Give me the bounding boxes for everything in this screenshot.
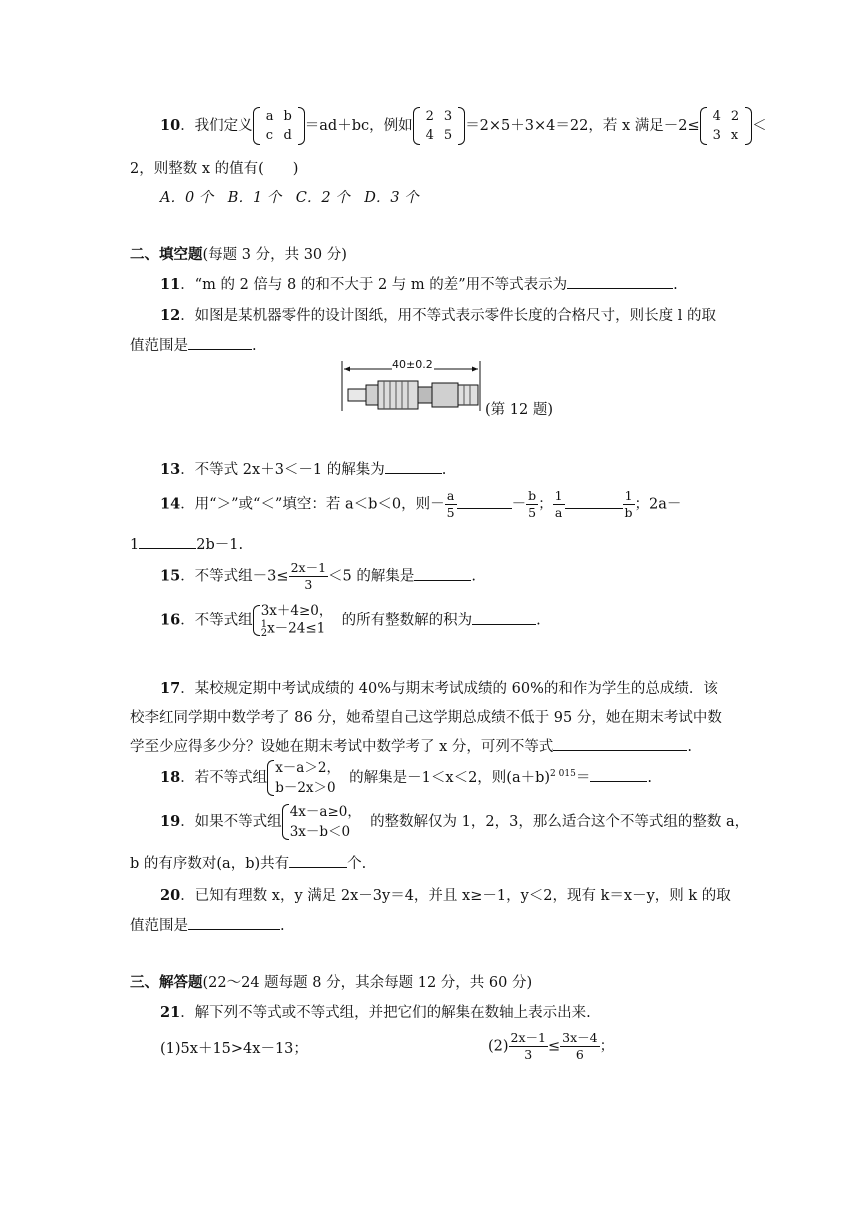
answer-blank[interactable] xyxy=(289,853,347,868)
q17-number: 17 xyxy=(160,680,181,697)
answer-blank[interactable] xyxy=(457,494,512,509)
matrix-cell: 5 xyxy=(443,128,453,143)
numerator: 1 xyxy=(554,488,563,503)
q15-text2: ＜5 的解集是 xyxy=(328,568,415,585)
answer-blank[interactable] xyxy=(414,566,471,581)
fraction xyxy=(509,1030,548,1063)
q20-number: 20 xyxy=(160,887,181,904)
q19-line2-text: b 的有序数对(a，b)共有 xyxy=(130,856,290,872)
matrix-cell: 2 xyxy=(730,109,740,124)
q14-number: 14 xyxy=(160,495,181,513)
fraction xyxy=(560,1030,599,1063)
q13-number: 13 xyxy=(160,461,181,478)
q19-end: 个. xyxy=(347,856,367,872)
matrix-cell: 3 xyxy=(712,128,721,143)
q17-line1 xyxy=(160,677,718,698)
answer-blank[interactable] xyxy=(565,494,623,509)
q15-end: . xyxy=(471,568,476,585)
q14-sep: ；2a－ xyxy=(634,496,682,513)
q14-line2-end: 2b－1. xyxy=(196,537,244,553)
condition-matrix xyxy=(700,107,753,145)
q14-text: ．用“＞”或“＜”填空：若 a＜b＜0，则－ xyxy=(180,496,445,513)
denominator: 5 xyxy=(446,505,455,520)
matrix-cell: d xyxy=(283,128,292,143)
matrix-cell: 2 xyxy=(425,109,434,124)
q16-number: 16 xyxy=(160,611,181,629)
q20-line2 xyxy=(130,914,285,935)
part-label: (2) xyxy=(488,1038,509,1055)
denominator: 3 xyxy=(304,577,313,592)
q13-text: ．不等式 2x＋3＜－1 的解集为 xyxy=(180,462,385,478)
denominator: 3 xyxy=(524,1047,533,1062)
q18-end: . xyxy=(647,770,652,786)
q21-part1: (1)5x＋15>4x－13； xyxy=(160,1041,308,1057)
system-row-text: x－24≤1 xyxy=(267,620,326,637)
numerator: 3x－4 xyxy=(562,1030,598,1045)
q20-text: ．已知有理数 x，y 满足 2x－3y＝4，并且 x≥－1，y＜2，现有 k＝x－y，则 k 的取 xyxy=(180,888,731,904)
q12-line1 xyxy=(160,304,716,325)
q13 xyxy=(160,458,446,479)
inequality-system xyxy=(267,758,340,798)
q15 xyxy=(160,560,476,593)
denominator: 5 xyxy=(528,505,537,520)
q20-end: . xyxy=(280,918,285,934)
q14-line2 xyxy=(130,533,243,554)
answer-blank[interactable] xyxy=(139,534,196,549)
answer-blank[interactable] xyxy=(188,915,280,930)
q19-line1 xyxy=(160,802,749,842)
fraction xyxy=(445,488,457,521)
q10-text: ＝2×5＋3×4＝22，若 x 满足－2≤ xyxy=(465,118,700,134)
q19-text: ．如果不等式组 xyxy=(180,814,282,830)
q12-number: 12 xyxy=(160,307,181,324)
system-row: b－2x＞0 xyxy=(275,780,336,796)
fraction xyxy=(289,560,328,593)
fraction xyxy=(623,488,635,521)
denominator: a xyxy=(554,505,563,520)
answer-blank[interactable] xyxy=(590,767,647,782)
numerator: 1 xyxy=(260,619,268,630)
def-matrix xyxy=(253,107,305,145)
denominator: 2 xyxy=(260,628,268,639)
figure-caption: (第 12 题) xyxy=(485,402,553,418)
q14-mid: － xyxy=(511,496,527,513)
matrix-cell: b xyxy=(283,109,292,124)
numerator: 1 xyxy=(623,488,635,505)
q11-end: . xyxy=(673,277,678,293)
q11-text: ．“m 的 2 倍与 8 的和不大于 2 与 m 的差”用不等式表示为 xyxy=(180,277,568,293)
section-note: (22～24 题每题 8 分，其余每题 12 分，共 60 分) xyxy=(202,975,533,991)
fraction xyxy=(553,488,565,521)
q10-options: A．0 个 B．1 个 C．2 个 D．3 个 xyxy=(160,190,419,206)
q17-text3: 学至少应得多少分？设她在期末考试中数学考了 x 分，可列不等式 xyxy=(130,739,554,755)
q10-line2: 2，则整数 x 的值有( ) xyxy=(130,161,299,177)
q10-text: ．我们定义 xyxy=(180,118,253,134)
q13-end: . xyxy=(441,462,447,478)
q14-line2-start: 1 xyxy=(130,537,140,553)
q10-text: ＝ad＋bc，例如 xyxy=(304,118,413,134)
q21 xyxy=(160,1001,591,1022)
answer-blank[interactable] xyxy=(553,736,687,751)
q12-line2-text: 值范围是 xyxy=(130,338,188,354)
answer-blank[interactable] xyxy=(567,274,673,289)
denominator: b xyxy=(624,505,633,520)
system-row: x－a＞2， xyxy=(275,760,340,776)
q12-text: ．如图是某机器零件的设计图纸，用不等式表示零件长度的合格尺寸，则长度 l 的取 xyxy=(180,308,717,324)
q20-line1 xyxy=(160,884,731,905)
q16-end: . xyxy=(536,612,541,629)
q18-text: ．若不等式组 xyxy=(180,770,268,786)
q16 xyxy=(160,603,541,638)
q21-number: 21 xyxy=(160,1004,181,1021)
inequality-system xyxy=(253,603,333,638)
inequality-system xyxy=(282,802,361,842)
q17-end: . xyxy=(687,739,693,755)
relation: ≤ xyxy=(548,1038,561,1055)
q19-line2 xyxy=(130,852,366,873)
matrix-cell: 4 xyxy=(712,109,721,124)
system-row: 3x＋4≥0， xyxy=(260,603,333,619)
numerator: b xyxy=(528,488,537,503)
dimension-label: 40±0.2 xyxy=(392,358,433,371)
q10-text: ＜ xyxy=(752,118,767,134)
matrix-cell: 4 xyxy=(425,128,434,143)
section-note: (每题 3 分，共 30 分) xyxy=(202,247,347,263)
matrix-cell: c xyxy=(265,128,273,143)
q19-text2: 的整数解仅为 1，2，3，那么适合这个不等式组的整数 a， xyxy=(370,814,750,830)
q12-end: . xyxy=(252,338,257,354)
matrix-cell: x xyxy=(730,128,739,143)
q15-number: 15 xyxy=(160,567,181,585)
q17-line2: 校李红同学期中数学考了 86 分，她希望自己这学期总成绩不低于 95 分，她在期末考试中数 xyxy=(130,710,722,726)
answer-blank[interactable] xyxy=(472,610,536,625)
q11-number: 11 xyxy=(160,276,181,293)
section2-heading xyxy=(130,243,347,264)
example-matrix xyxy=(413,107,466,145)
system-row: 3x－b＜0 xyxy=(289,824,351,840)
q16-text: ．不等式组 xyxy=(180,612,253,629)
fraction xyxy=(526,488,538,521)
q15-text: ．不等式组－3≤ xyxy=(180,568,289,585)
section-title: 二、填空题 xyxy=(130,246,203,263)
q18 xyxy=(160,758,652,798)
q17-line3 xyxy=(130,735,692,756)
q18-text3: ＝ xyxy=(575,770,591,786)
answer-blank[interactable] xyxy=(385,459,442,474)
numerator: 2x－1 xyxy=(510,1030,547,1045)
q18-number: 18 xyxy=(160,769,181,786)
q11 xyxy=(160,273,678,294)
q21-text: ．解下列不等式或不等式组，并把它们的解集在数轴上表示出来. xyxy=(180,1005,591,1021)
part-drawing-figure xyxy=(340,355,485,413)
system-row xyxy=(261,620,333,638)
exponent: 2 015 xyxy=(550,769,576,780)
q20-line2-text: 值范围是 xyxy=(130,918,188,934)
answer-blank[interactable] xyxy=(188,335,252,350)
part-end: ； xyxy=(599,1038,615,1055)
section-title: 三、解答题 xyxy=(130,974,203,991)
q18-text2: 的解集是－1＜x＜2，则(a＋b) xyxy=(349,770,551,786)
q21-part2 xyxy=(488,1030,614,1063)
q14-sep: ； xyxy=(538,496,553,513)
system-row: 4x－a≥0， xyxy=(289,804,361,820)
q16-text2: 的所有整数解的积为 xyxy=(341,612,473,629)
denominator: 6 xyxy=(575,1047,584,1062)
numerator: 2x－1 xyxy=(290,560,327,575)
section3-heading xyxy=(130,971,532,992)
q10-line1 xyxy=(160,107,767,145)
q10-number: 10 xyxy=(160,117,181,134)
q12-line2 xyxy=(130,334,257,355)
q19-number: 19 xyxy=(160,813,181,830)
q17-text: ．某校规定期中考试成绩的 40%与期末考试成绩的 60%的和作为学生的总成绩．该 xyxy=(180,681,718,697)
matrix-cell: 3 xyxy=(443,109,453,124)
numerator: a xyxy=(445,488,457,505)
q14-line1 xyxy=(160,488,681,521)
matrix-cell: a xyxy=(265,109,274,124)
